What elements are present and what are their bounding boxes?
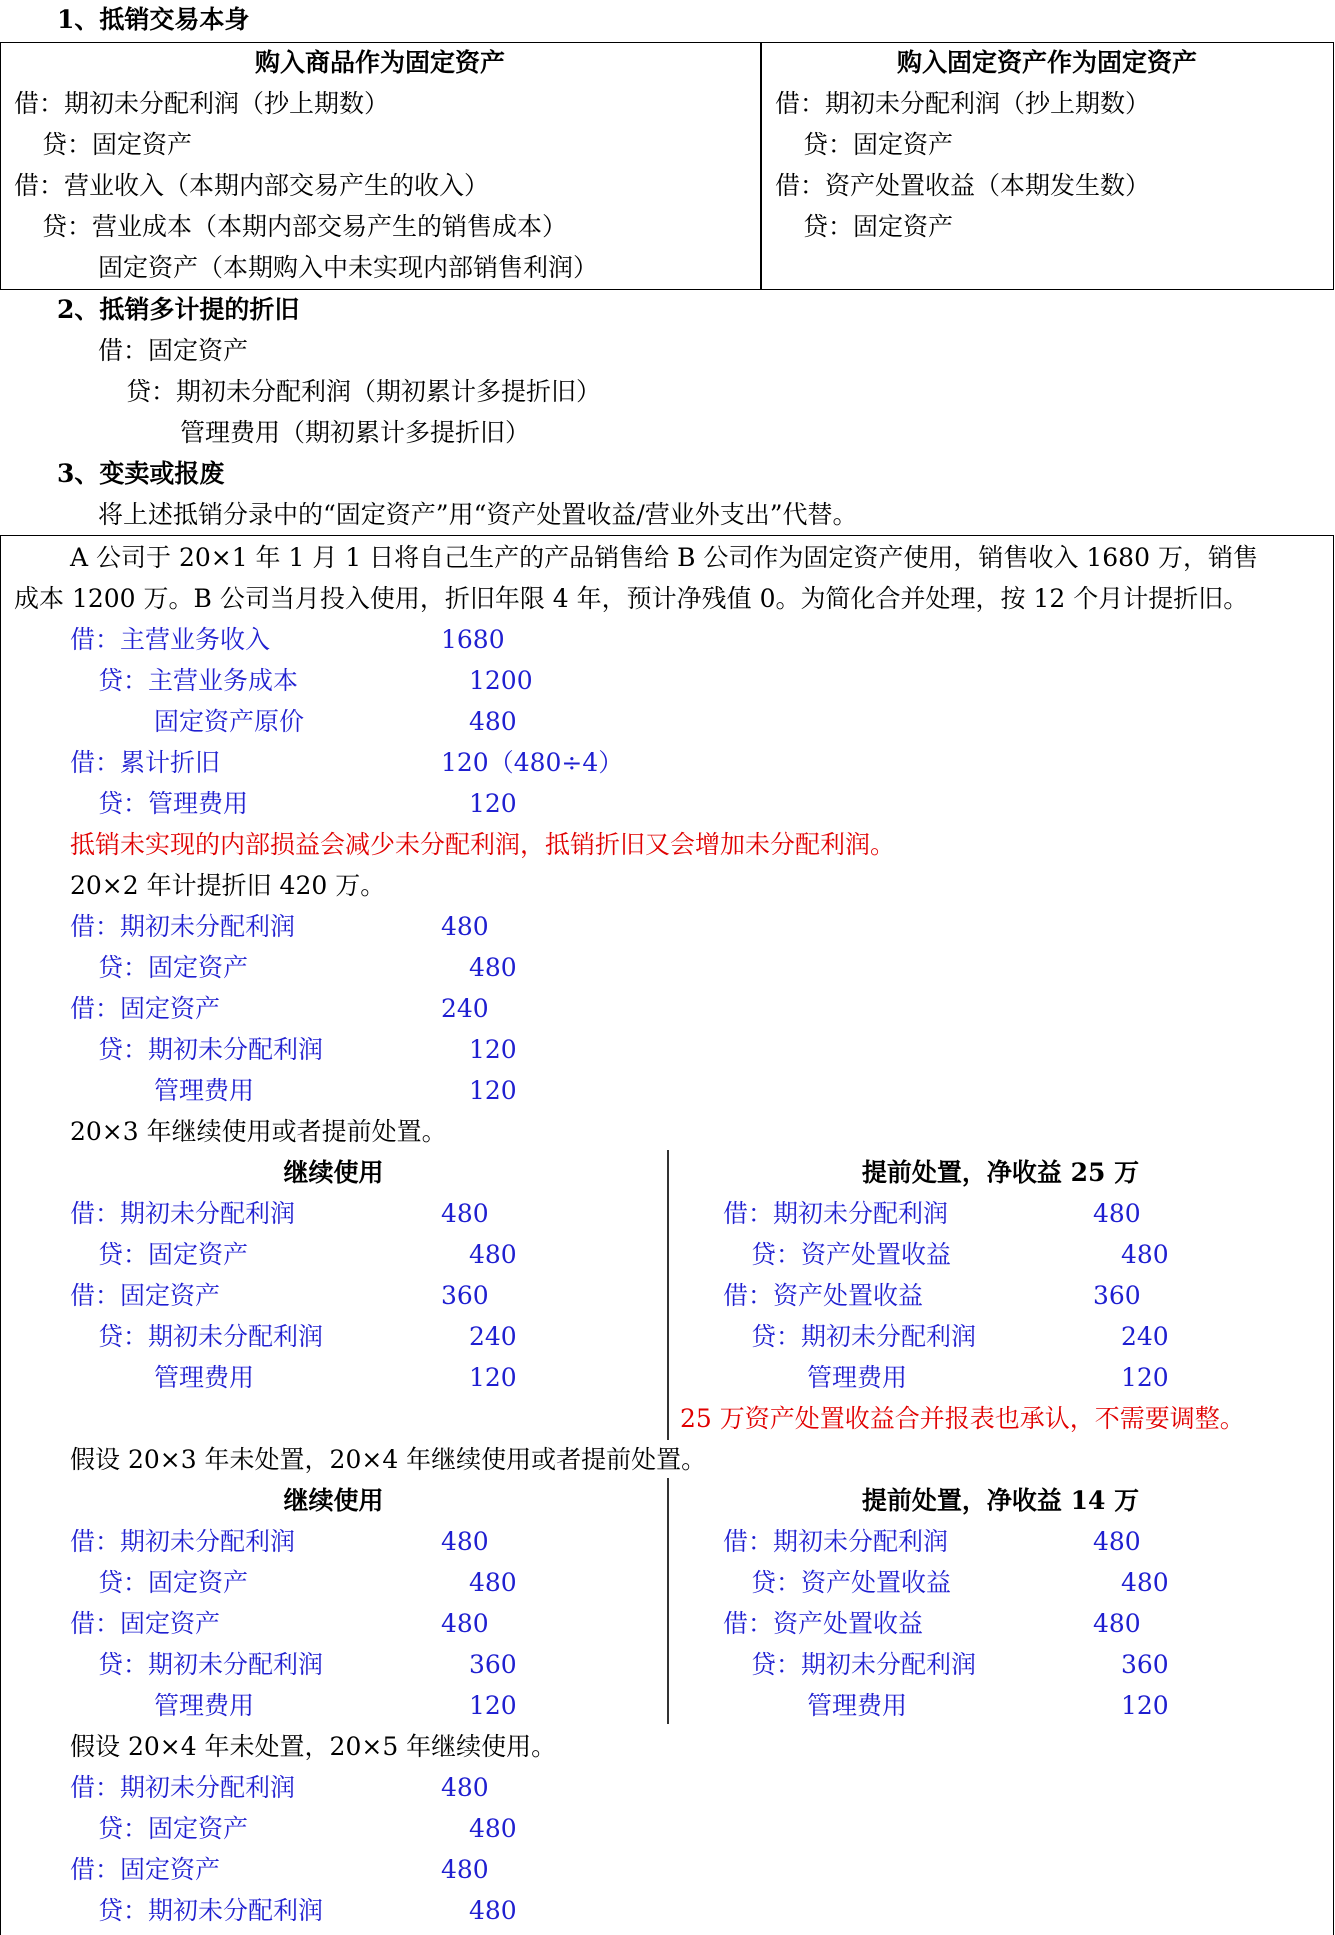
- year4-left-header: 继续使用: [283, 1486, 384, 1515]
- year1-entry-row: [0, 661, 533, 701]
- year1-entry-row: [0, 784, 517, 824]
- year3-right-entry-amount: 120: [1121, 1363, 1169, 1392]
- year3-right-header: 提前处置，净收益 25 万: [861, 1158, 1140, 1187]
- year2-entry-label: 贷：固定资产: [98, 953, 249, 982]
- year2-entry-label: 贷：期初未分配利润: [98, 1035, 324, 1064]
- year3-left-entry-amount: 480: [441, 1199, 489, 1228]
- year1-entry-amount: 480: [469, 707, 517, 736]
- year4-right-entry-row: [0, 1522, 1141, 1562]
- year5-entry-label: 借：固定资产: [70, 1855, 221, 1884]
- year4-right-entry-label: 贷：期初未分配利润: [751, 1650, 977, 1679]
- year5-entry-amount: 480: [441, 1773, 489, 1802]
- year4-left-entry-label: 借：固定资产: [70, 1609, 221, 1638]
- year5-entry-row: [0, 1809, 517, 1849]
- year2-entry-row: [0, 989, 489, 1029]
- year3-right-entry-label: 借：资产处置收益: [723, 1281, 924, 1310]
- year4-right-entry-amount: 480: [1093, 1609, 1141, 1638]
- year1-entry-label: 借：累计折旧: [70, 748, 221, 777]
- s2-line-2: 贷：期初未分配利润（期初累计多提折旧）: [126, 377, 602, 406]
- year5-entry-amount: 480: [469, 1814, 517, 1843]
- s2-line-3: 管理费用（期初累计多提折旧）: [180, 418, 531, 447]
- year3-right-entry-row: [0, 1194, 1141, 1234]
- year3-left-entry-amount: 480: [469, 1240, 517, 1269]
- year3-left-entry-label: 贷：期初未分配利润: [98, 1322, 324, 1351]
- year5-entry-row: [0, 1891, 517, 1931]
- year3-right-entry-label: 借：期初未分配利润: [723, 1199, 949, 1228]
- year4-right-entry-label: 借：期初未分配利润: [723, 1527, 949, 1556]
- year4-right-entry-row: [0, 1686, 1169, 1726]
- year4-left-entry-amount: 480: [469, 1568, 517, 1597]
- year5-title: 假设 20×4 年未处置，20×5 年继续使用。: [70, 1732, 557, 1761]
- year4-right-entry-label: 借：资产处置收益: [723, 1609, 924, 1638]
- year2-entry-amount: 120: [469, 1035, 517, 1064]
- s1-left-line-2: 贷：固定资产: [42, 130, 193, 159]
- year4-title: 假设 20×3 年未处置，20×4 年继续使用或者提前处置。: [70, 1445, 707, 1474]
- year4-left-entry-label: 管理费用: [154, 1691, 255, 1720]
- year1-entry-row: [0, 743, 624, 783]
- year3-left-entry-label: 借：固定资产: [70, 1281, 221, 1310]
- year5-entry-label: 借：期初未分配利润: [70, 1773, 296, 1802]
- section3-heading: 3、变卖或报废: [57, 459, 225, 488]
- year5-entry-row: [0, 1768, 489, 1808]
- s1-right-line-4: 贷：固定资产: [803, 212, 954, 241]
- section1-left-header: 购入商品作为固定资产: [254, 48, 505, 77]
- year2-entry-amount: 240: [441, 994, 489, 1023]
- year3-left-entry-amount: 240: [469, 1322, 517, 1351]
- example-intro-line-1: A 公司于 20×1 年 1 月 1 日将自己生产的产品销售给 B 公司作为固定资产使用，销售收入 1680 万，销售: [70, 543, 1258, 572]
- year2-entry-label: 借：期初未分配利润: [70, 912, 296, 941]
- year4-right-entry-row: [0, 1645, 1169, 1685]
- section2-heading: 2、抵销多计提的折旧: [57, 295, 300, 324]
- year1-entry-amount: 120: [469, 789, 517, 818]
- year3-right-entry-amount: 360: [1093, 1281, 1141, 1310]
- year4-left-entry-label: 贷：期初未分配利润: [98, 1650, 324, 1679]
- year3-left-header: 继续使用: [283, 1158, 384, 1187]
- year2-entry-label: 管理费用: [154, 1076, 255, 1105]
- s1-left-line-3: 借：营业收入（本期内部交易产生的收入）: [14, 171, 490, 200]
- year3-right-entry-amount: 480: [1121, 1240, 1169, 1269]
- year4-left-entry-amount: 120: [469, 1691, 517, 1720]
- s1-right-line-2: 贷：固定资产: [803, 130, 954, 159]
- year4-right-entry-amount: 120: [1121, 1691, 1169, 1720]
- year4-left-entry-label: 贷：固定资产: [98, 1568, 249, 1597]
- section1-right-header: 购入固定资产作为固定资产: [896, 48, 1197, 77]
- year1-entry-amount: 1200: [469, 666, 533, 695]
- year1-entry-label: 贷：主营业务成本: [98, 666, 299, 695]
- year5-entry-label: 贷：期初未分配利润: [98, 1896, 324, 1925]
- year3-left-entry-label: 管理费用: [154, 1363, 255, 1392]
- year5-entry-label: 贷：固定资产: [98, 1814, 249, 1843]
- year3-note-red: 25 万资产处置收益合并报表也承认，不需要调整。: [680, 1404, 1245, 1433]
- year2-entry-row: [0, 1071, 517, 1111]
- year3-title: 20×3 年继续使用或者提前处置。: [70, 1117, 447, 1146]
- year5-entry-row: [0, 1850, 489, 1890]
- year4-right-header: 提前处置，净收益 14 万: [861, 1486, 1140, 1515]
- year1-entry-label: 借：主营业务收入: [70, 625, 271, 654]
- year2-entry-label: 借：固定资产: [70, 994, 221, 1023]
- year4-right-entry-amount: 360: [1121, 1650, 1169, 1679]
- year1-entry-row: [0, 702, 517, 742]
- s2-line-1: 借：固定资产: [98, 336, 249, 365]
- year4-left-entry-amount: 480: [441, 1609, 489, 1638]
- year3-right-entry-label: 管理费用: [807, 1363, 908, 1392]
- year1-entry-amount: 120（480÷4）: [441, 748, 624, 777]
- section3-text: 将上述抵销分录中的“固定资产”用“资产处置收益/营业外支出”代替。: [98, 500, 858, 529]
- s1-left-line-1: 借：期初未分配利润（抄上期数）: [14, 89, 390, 118]
- year4-right-entry-label: 贷：资产处置收益: [751, 1568, 952, 1597]
- year2-entry-amount: 480: [469, 953, 517, 982]
- year3-right-entry-label: 贷：期初未分配利润: [751, 1322, 977, 1351]
- s1-left-line-4: 贷：营业成本（本期内部交易产生的销售成本）: [42, 212, 568, 241]
- year1-entry-row: [0, 620, 505, 660]
- s1-left-line-5: 固定资产（本期购入中未实现内部销售利润）: [98, 253, 599, 282]
- s1-right-line-1: 借：期初未分配利润（抄上期数）: [775, 89, 1151, 118]
- example-intro-line-2: 成本 1200 万。B 公司当月投入使用，折旧年限 4 年，预计净残值 0。为简化合并处理，按 12 个月计提折旧。: [14, 584, 1249, 613]
- year3-right-entry-label: 贷：资产处置收益: [751, 1240, 952, 1269]
- year2-entry-row: [0, 948, 517, 988]
- year2-title: 20×2 年计提折旧 420 万。: [70, 871, 386, 900]
- year3-right-entry-row: [0, 1358, 1169, 1398]
- year3-right-entry-amount: 240: [1121, 1322, 1169, 1351]
- year2-entry-amount: 480: [441, 912, 489, 941]
- year2-entry-row: [0, 907, 489, 947]
- year1-entry-label: 固定资产原价: [154, 707, 305, 736]
- year2-entry-row: [0, 1030, 517, 1070]
- year3-left-entry-label: 贷：固定资产: [98, 1240, 249, 1269]
- year4-right-entry-label: 管理费用: [807, 1691, 908, 1720]
- year3-left-entry-amount: 360: [441, 1281, 489, 1310]
- year3-right-entry-row: [0, 1317, 1169, 1357]
- year5-entry-amount: 480: [469, 1896, 517, 1925]
- year5-entry-amount: 480: [441, 1855, 489, 1884]
- year3-divider: [667, 1150, 669, 1440]
- year2-entry-amount: 120: [469, 1076, 517, 1105]
- year3-left-entry-amount: 120: [469, 1363, 517, 1392]
- s1-right-line-3: 借：资产处置收益（本期发生数）: [775, 171, 1151, 200]
- year1-entry-label: 贷：管理费用: [98, 789, 249, 818]
- year1-entry-amount: 1680: [441, 625, 505, 654]
- year4-right-entry-amount: 480: [1121, 1568, 1169, 1597]
- section1-heading: 1、抵销交易本身: [57, 5, 250, 34]
- year4-left-entry-amount: 480: [441, 1527, 489, 1556]
- year3-left-entry-label: 借：期初未分配利润: [70, 1199, 296, 1228]
- year4-left-entry-amount: 360: [469, 1650, 517, 1679]
- year4-right-entry-amount: 480: [1093, 1527, 1141, 1556]
- year3-right-entry-amount: 480: [1093, 1199, 1141, 1228]
- example-note-red: 抵销未实现的内部损益会减少未分配利润，抵销折旧又会增加未分配利润。: [70, 830, 896, 859]
- year4-left-entry-label: 借：期初未分配利润: [70, 1527, 296, 1556]
